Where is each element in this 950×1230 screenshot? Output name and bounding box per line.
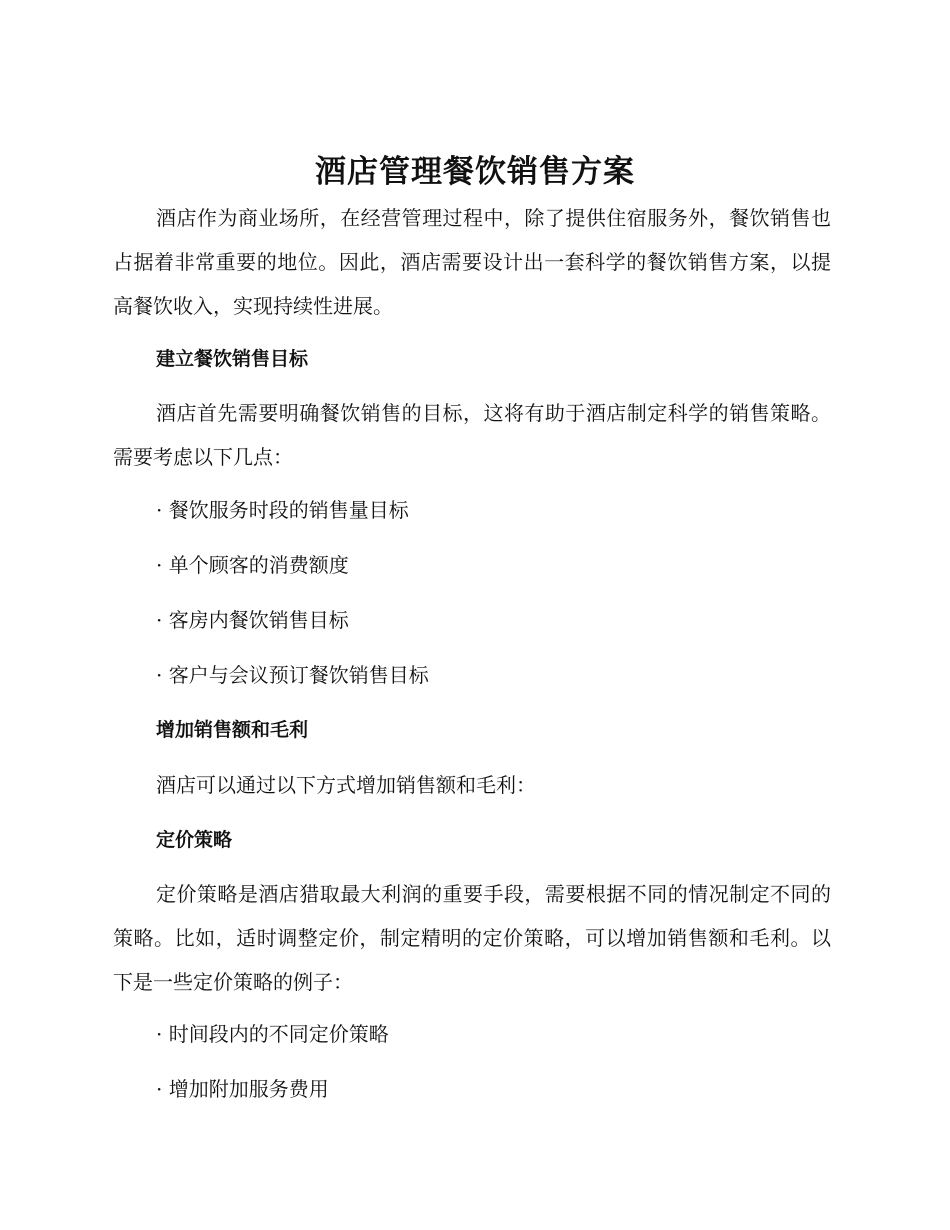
sales-goals-paragraph: 酒店首先需要明确餐饮销售的目标，这将有助于酒店制定科学的销售策略。需要考虑以下几点： xyxy=(113,401,831,469)
pricing-paragraph: 定价策略是酒店猎取最大利润的重要手段，需要根据不同的情况制定不同的策略。比如，适时调整定价，制定精明的定价策略，可以增加销售额和毛利。以下是一些定价策略的例子： xyxy=(113,882,831,994)
list-item: · 单个顾客的消费额度 xyxy=(156,553,349,577)
list-item: · 客房内餐饮销售目标 xyxy=(156,608,349,632)
list-item: · 增加附加服务费用 xyxy=(156,1077,329,1101)
list-item: · 餐饮服务时段的销售量目标 xyxy=(156,498,409,522)
section-heading-revenue: 增加销售额和毛利 xyxy=(156,719,309,741)
section-heading-sales-goals: 建立餐饮销售目标 xyxy=(156,348,309,370)
revenue-paragraph: 酒店可以通过以下方式增加销售额和毛利： xyxy=(156,773,536,797)
intro-paragraph: 酒店作为商业场所，在经营管理过程中，除了提供住宿服务外，餐饮销售也占据着非常重要的地位。因此，酒店需要设计出一套科学的餐饮销售方案，以提高餐饮收入，实现持续性进展。 xyxy=(113,206,831,318)
section-heading-pricing: 定价策略 xyxy=(156,829,233,851)
document-title: 酒店管理餐饮销售方案 xyxy=(315,154,635,190)
list-item: · 时间段内的不同定价策略 xyxy=(156,1022,389,1046)
list-item: · 客户与会议预订餐饮销售目标 xyxy=(156,663,429,687)
